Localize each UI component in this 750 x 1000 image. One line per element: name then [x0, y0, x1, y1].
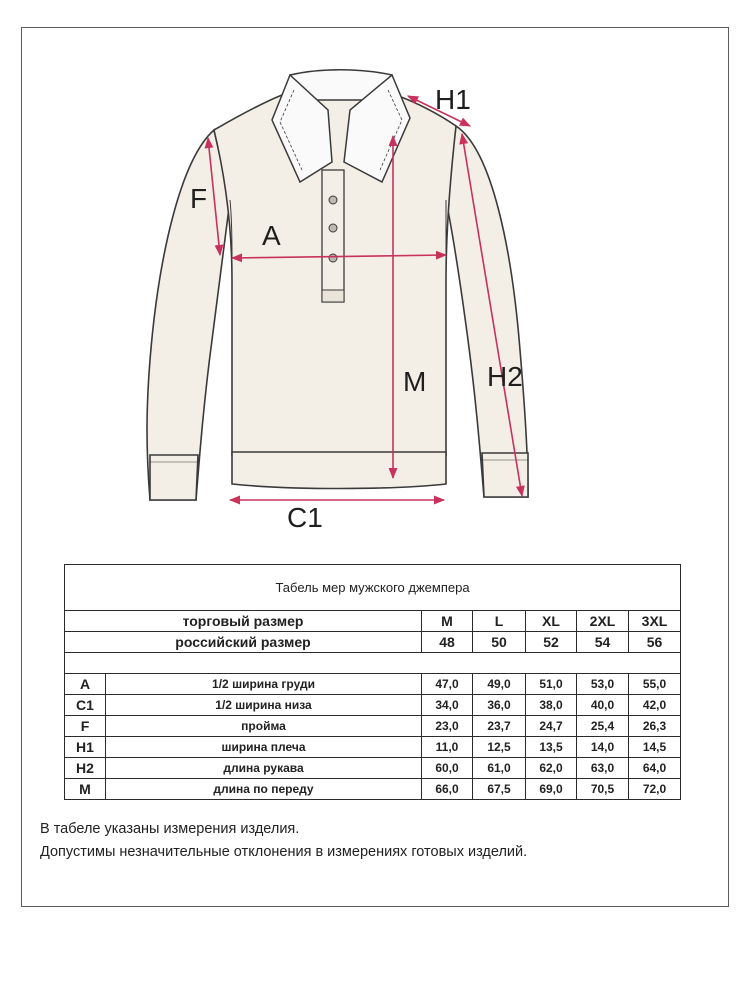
trade-size-row	[65, 611, 681, 632]
row-value: 24,7	[526, 716, 577, 737]
left-sleeve	[147, 130, 230, 500]
row-value: 62,0	[526, 758, 577, 779]
right-sleeve	[446, 126, 528, 497]
size-header: L	[473, 611, 526, 632]
row-value: 12,5	[473, 737, 526, 758]
row-value: 49,0	[473, 674, 526, 695]
row-value: 38,0	[526, 695, 577, 716]
row-value: 36,0	[473, 695, 526, 716]
row-value: 64,0	[629, 758, 681, 779]
row-value: 51,0	[526, 674, 577, 695]
row-value: 25,4	[577, 716, 629, 737]
label-M: M	[403, 366, 427, 397]
row-value: 14,0	[577, 737, 629, 758]
note-line: В табеле указаны измерения изделия.	[40, 821, 300, 837]
button	[329, 254, 337, 262]
row-name: длина по переду	[106, 779, 422, 800]
row-value: 23,0	[422, 716, 473, 737]
row-value: 66,0	[422, 779, 473, 800]
row-code: H2	[65, 758, 106, 779]
button	[329, 196, 337, 204]
russian-size: 48	[422, 632, 473, 653]
row-code: F	[65, 716, 106, 737]
row-value: 47,0	[422, 674, 473, 695]
russian-size-row	[65, 632, 681, 653]
table-spacer	[65, 653, 681, 674]
note-line: Допустимы незначительные отклонения в измерениях готовых изделий.	[40, 844, 528, 860]
row-value: 70,5	[577, 779, 629, 800]
row-code: A	[65, 674, 106, 695]
row-value: 63,0	[577, 758, 629, 779]
row-name: пройма	[106, 716, 422, 737]
row-value: 60,0	[422, 758, 473, 779]
table-title: Табель мер мужского джемпера	[65, 565, 681, 611]
size-header: 2XL	[577, 611, 629, 632]
table-row	[65, 695, 681, 716]
label-A: A	[262, 220, 281, 251]
row-value: 34,0	[422, 695, 473, 716]
row-value: 40,0	[577, 695, 629, 716]
row-code: M	[65, 779, 106, 800]
trade-size-label: торговый размер	[65, 611, 422, 632]
row-value: 14,5	[629, 737, 681, 758]
label-F: F	[190, 183, 208, 214]
table-row	[65, 779, 681, 800]
button	[329, 224, 337, 232]
placket	[322, 170, 344, 302]
row-name: 1/2 ширина низа	[106, 695, 422, 716]
table-row	[65, 716, 681, 737]
table-row	[65, 758, 681, 779]
russian-size: 56	[629, 632, 681, 653]
row-name: длина рукава	[106, 758, 422, 779]
row-value: 61,0	[473, 758, 526, 779]
size-header: 3XL	[629, 611, 681, 632]
russian-size-label: российский размер	[65, 632, 422, 653]
row-value: 23,7	[473, 716, 526, 737]
russian-size: 52	[526, 632, 577, 653]
row-value: 13,5	[526, 737, 577, 758]
row-value: 67,5	[473, 779, 526, 800]
row-value: 69,0	[526, 779, 577, 800]
table-row	[65, 737, 681, 758]
size-header: XL	[526, 611, 577, 632]
russian-size: 54	[577, 632, 629, 653]
row-value: 72,0	[629, 779, 681, 800]
row-value: 26,3	[629, 716, 681, 737]
russian-size: 50	[473, 632, 526, 653]
notes	[40, 818, 527, 864]
size-table	[64, 564, 681, 800]
label-C1: C1	[287, 502, 323, 533]
label-H1: H1	[435, 84, 471, 115]
label-H2: H2	[487, 361, 523, 392]
row-value: 11,0	[422, 737, 473, 758]
row-name: 1/2 ширина груди	[106, 674, 422, 695]
row-code: C1	[65, 695, 106, 716]
row-code: H1	[65, 737, 106, 758]
row-value: 53,0	[577, 674, 629, 695]
row-value: 55,0	[629, 674, 681, 695]
table-row	[65, 674, 681, 695]
size-header: M	[422, 611, 473, 632]
row-value: 42,0	[629, 695, 681, 716]
bottom-band	[232, 452, 446, 489]
row-name: ширина плеча	[106, 737, 422, 758]
